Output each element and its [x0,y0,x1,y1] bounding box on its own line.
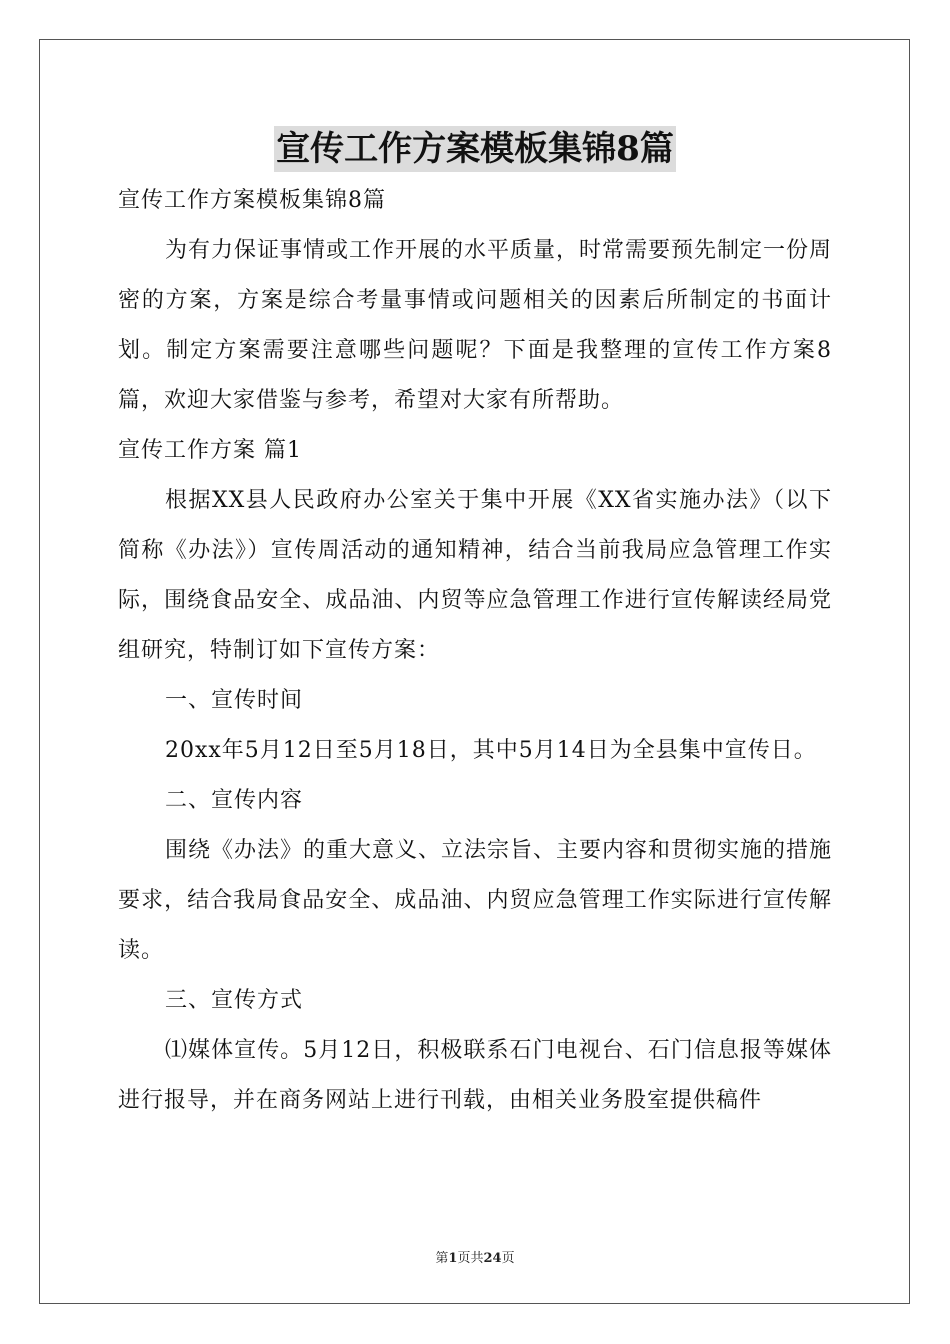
paragraph: 20xx年5月12日至5月18日，其中5月14日为全县集中宣传日。 [165,738,817,763]
document-body [118,176,832,1126]
title-container [0,126,950,172]
paragraph: 为有力保证事情或工作开展的水平质量，时常需要预先制定一份周密的方案，方案是综合考量事情或问题相关的因素后所制定的书面计划。制定方案需要注意哪些问题呢？下面是我整理的宣传工作方案8篇，欢迎大家借鉴与参考，希望对大家有所帮助。 [118,238,833,413]
page-suffix: 页 [457,1251,471,1266]
subsection-heading: 二、宣传内容 [165,788,304,813]
section-heading: 宣传工作方案 篇1 [118,438,302,463]
paragraph: 根据XX县人民政府办公室关于集中开展《XX省实施办法》（以下简称《办法》）宣传周活动的通知精神，结合当前我局应急管理工作实际，围绕食品安全、成品油、内贸等应急管理工作进行宣传解读经局党组研究，特制订如下宣传方案： [118,488,832,663]
total-pages: 24 [483,1251,502,1266]
page-number: 1 [448,1251,458,1266]
subsection-heading: 三、宣传方式 [165,988,304,1013]
document-title: 宣传工作方案模板集锦8篇 [274,126,676,172]
paragraph: 宣传工作方案模板集锦8篇 [118,188,386,213]
page-footer [0,1247,950,1266]
paragraph: 围绕《办法》的重大意义、立法宗旨、主要内容和贯彻实施的措施要求，结合我局食品安全、成品油、内贸应急管理工作实际进行宣传解读。 [118,838,833,963]
total-prefix: 共 [470,1251,484,1266]
subsection-heading: 一、宣传时间 [165,688,304,713]
page-prefix: 第 [435,1251,449,1266]
paragraph: ⑴媒体宣传。5月12日，积极联系石门电视台、石门信息报等媒体进行报导，并在商务网站上进行刊载，由相关业务股室提供稿件 [118,1038,832,1113]
total-suffix: 页 [501,1251,515,1266]
